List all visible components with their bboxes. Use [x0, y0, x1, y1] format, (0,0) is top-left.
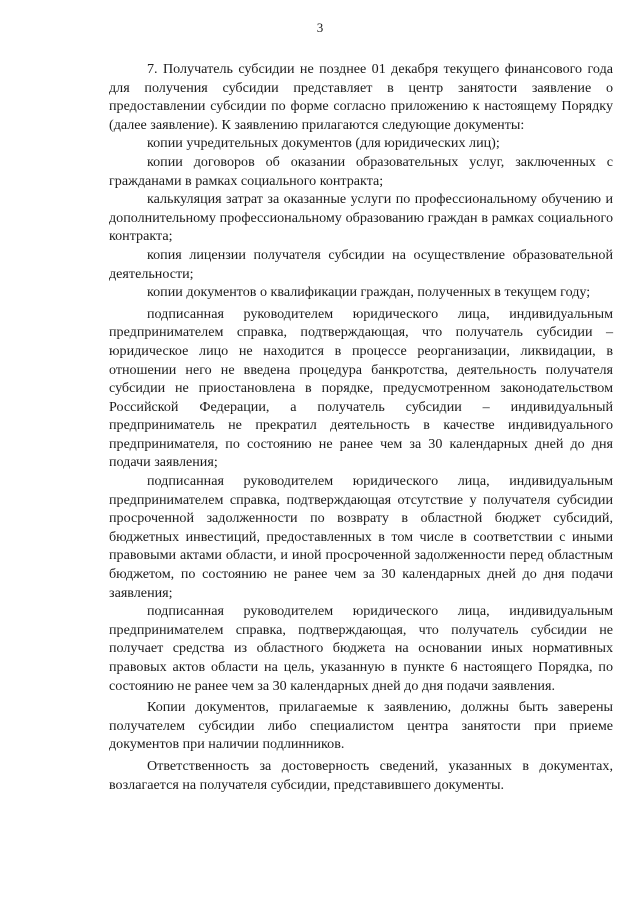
- document-body: [109, 60, 613, 794]
- paragraph-doc-license-copy: копия лицензии получателя субсидии на осуществление образовательной деятельности;: [109, 246, 613, 282]
- paragraph-doc-qualification-copies: копии документов о квалификации граждан, полученных в текущем году;: [147, 284, 591, 301]
- paragraph-doc-certificate-no-funds: подписанная руководителем юридического лица, индивидуальным предпринимателем справка, подтверждающая, что получатель субсидии не получает средства из областного бюджета на основании иных нормативных правовых актов области на цель, указанную в пункте 6 настоящего Порядка, по состоянию не ранее чем за 30 календарных дней до дня подачи заявления.: [109, 603, 613, 694]
- paragraph-doc-charter-copies: копии учредительных документов (для юридических лиц);: [147, 135, 500, 152]
- paragraph-7-intro: 7. Получатель субсидии не позднее 01 декабря текущего финансового года для получения субсидии представляет в центр занятости заявление о предоставлении субсидии по форме согласно приложению к настоящему Порядку (далее заявление). К заявлению прилагаются следующие документы:: [109, 61, 613, 133]
- paragraph-responsibility: Ответственность за достоверность сведений, указанных в документах, возлагается на получателя субсидии, представившего документы.: [109, 757, 613, 793]
- page-number: 3: [316, 20, 324, 35]
- paragraph-copies-certification: Копии документов, прилагаемые к заявлению, должны быть заверены получателем субсидии либо специалистом центра занятости при приеме документов при наличии подлинников.: [109, 699, 613, 753]
- paragraph-doc-certificate-reorganization: подписанная руководителем юридического лица, индивидуальным предпринимателем справка, подтверждающая, что получатель субсидии – юридическое лицо не находится в процессе реорганизации, ликвидации, в отношении него не введена процедура банкротства, деятельность получателя субсидии не приостановлена в порядке, предусмотренном законодательством Российской Федерации, а получатель субсидии – индивидуальный предприниматель не прекратил деятельность в качестве индивидуального предпринимателя, по состоянию не ранее чем за 30 календарных дней до дня подачи заявления;: [109, 305, 613, 471]
- paragraph-doc-contract-copies: копии договоров об оказании образовательных услуг, заключенных с гражданами в рамках социального контракта;: [109, 153, 613, 189]
- paragraph-doc-certificate-debt: подписанная руководителем юридического лица, индивидуальным предпринимателем справка, подтверждающая отсутствие у получателя субсидии просроченной задолженности по возврату в областной бюджет субсидий, бюджетных инвестиций, предоставленных в том числе в соответствии с иными правовыми актами области, и иной просроченной задолженности перед областным бюджетом, по состоянию не ранее чем за 30 календарных дней до дня подачи заявления;: [109, 473, 613, 601]
- paragraph-doc-cost-calculation: калькуляция затрат за оказанные услуги по профессиональному обучению и дополнительному профессиональному образованию граждан в рамках социального контракта;: [109, 191, 613, 245]
